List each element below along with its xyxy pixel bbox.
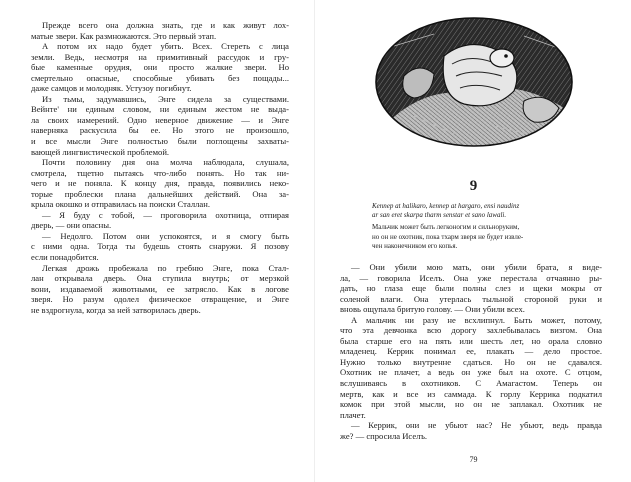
text-line: матые звери. Как размножаются. Это первый этап.	[31, 30, 217, 41]
text-line: А потом их надо будет убить. Всех. Стереть с лица	[42, 41, 289, 52]
epigraph-line: Kennep at halikaro, kennep at hargaro, ensi naudinz	[372, 202, 520, 210]
right-page-body	[340, 262, 602, 441]
text-line: младенец. Керрик понимал ее, плакать — дело простое.	[340, 346, 602, 357]
text-line: Нужно только внутренне сдаться. Но он не сдавался.	[340, 356, 602, 367]
text-line: с ними одна. Тогда ты будешь стоять снаружи. Я позову	[31, 241, 289, 252]
text-line: — Недолго. Потом они успокоятся, и я смогу быть	[42, 230, 289, 241]
text-line: и все мысли Энге полностью были поглощены захваты-	[31, 136, 289, 147]
text-line: торые проблески плана дальнейших действий. Она за-	[31, 188, 289, 199]
text-line: если понадобится.	[31, 252, 99, 263]
page-number: 79	[469, 455, 478, 464]
text-line: комок при этой мысли, но он не заплакал. Охотник не	[340, 399, 602, 410]
text-line: мертв, как и все из саммада. К горлу Керрика подкатил	[340, 388, 602, 399]
epigraph-original	[372, 202, 582, 220]
text-line: смертельно опасные, способные убивать без пощады...	[31, 72, 289, 83]
text-line: Охотник не плачет, а ведь он уже был на охоте. С отцом,	[340, 367, 602, 378]
text-line: была старше его на пять или шесть лет, но орала словно	[340, 335, 602, 346]
text-line: вновь ощупала бритую голову. — Они убили всех.	[340, 304, 525, 315]
text-line: вони, издаваемой животными, ее затрясло. Как в логове	[31, 283, 289, 294]
text-line: бые каменные орудия, они просто жалкие звери. Но	[31, 62, 289, 73]
text-line: дать, но глаза еще были полны слез и щеки мокры от	[340, 283, 602, 294]
right-page	[316, 0, 631, 482]
text-line: вслушиваясь в охотников. С Амагастом. Теперь он	[340, 378, 602, 389]
epigraph-line: но он не охотник, пока тхарм зверя не будет извле-	[372, 232, 524, 241]
chapter-number: 9	[469, 178, 478, 194]
epigraph-line: чен наконечником его копья.	[372, 241, 458, 250]
text-line: плачет.	[340, 409, 366, 420]
text-line: Прежде всего она должна знать, где и как живут лох-	[42, 20, 289, 30]
text-line: не вздрогнула, когда за ней затворилась дверь.	[31, 304, 201, 315]
text-line: — Я буду с тобой, — проговорила охотница, отпирая	[42, 209, 289, 220]
text-line: — Они убили мою мать, они убили брата, я виде-	[351, 262, 602, 272]
text-line: — Керрик, они не убьют нас? Не убьют, ведь правда	[351, 420, 602, 431]
page-gutter	[314, 0, 315, 482]
text-line: Из тьмы, задумавшись, Энге сидела за существами.	[42, 93, 289, 104]
text-line: земли. Ведь, несмотря на примитивный рассудок и гру-	[31, 51, 289, 62]
text-line: Легкая дрожь пробежала по гребню Энге, пока Стал-	[42, 262, 289, 273]
text-line: что эта девчонка всю дорогу захлебывалась визгом. Она	[340, 325, 602, 336]
text-line: Почти половину дня она молча наблюдала, слушала,	[42, 157, 289, 168]
text-line: дверь, — они опасны.	[31, 220, 112, 231]
text-line: ла, — говорила Иселъ. Она уже перестала отчаянно ры-	[340, 272, 602, 283]
text-line: соленой влаги. Она утерлась тыльной стороной руки и	[340, 293, 602, 304]
chapter-illustration	[374, 16, 574, 148]
text-line: вающей лингвистической проблемой.	[31, 146, 170, 157]
epigraph-line: ar san eret skarpa tharm senstar et sano lawali.	[372, 211, 507, 220]
epigraph-line: Мальчик может быть легконогим и сильноруким,	[372, 223, 520, 232]
left-page-body	[31, 20, 289, 315]
text-line: А мальчик ни разу не всхлипнул. Быть может, потому,	[351, 314, 602, 325]
left-page	[0, 0, 315, 482]
text-line: же? — спросила Иселъ.	[340, 430, 428, 441]
text-line: ла своих намерений. Одно неверное движение — и Энге	[31, 114, 289, 125]
text-line: крыла окошко и отправилась на поиски Сталлан.	[31, 199, 210, 210]
text-line: лан открывала дверь. Она ступила внутрь; от мерзкой	[31, 273, 289, 284]
text-line: зверя. Но разум одолел физическое отвращение, и Энге	[31, 294, 289, 305]
text-line: смотрела, тщетно пытаясь что-либо понять. Но так ни-	[31, 167, 289, 178]
epigraph-translation	[372, 223, 582, 251]
text-line: чего и не поняла. К концу дня, правда, появились неко-	[31, 178, 289, 189]
text-line: даже самцов и молодняк. Устузоу погибнут.	[31, 83, 192, 94]
text-line: Вейнте' ни единым словом, ни единым жестом не выда-	[31, 104, 289, 115]
epigraph	[372, 202, 582, 251]
text-line: наверняка раскусила бы ее. Но этого не произошло,	[31, 125, 289, 136]
